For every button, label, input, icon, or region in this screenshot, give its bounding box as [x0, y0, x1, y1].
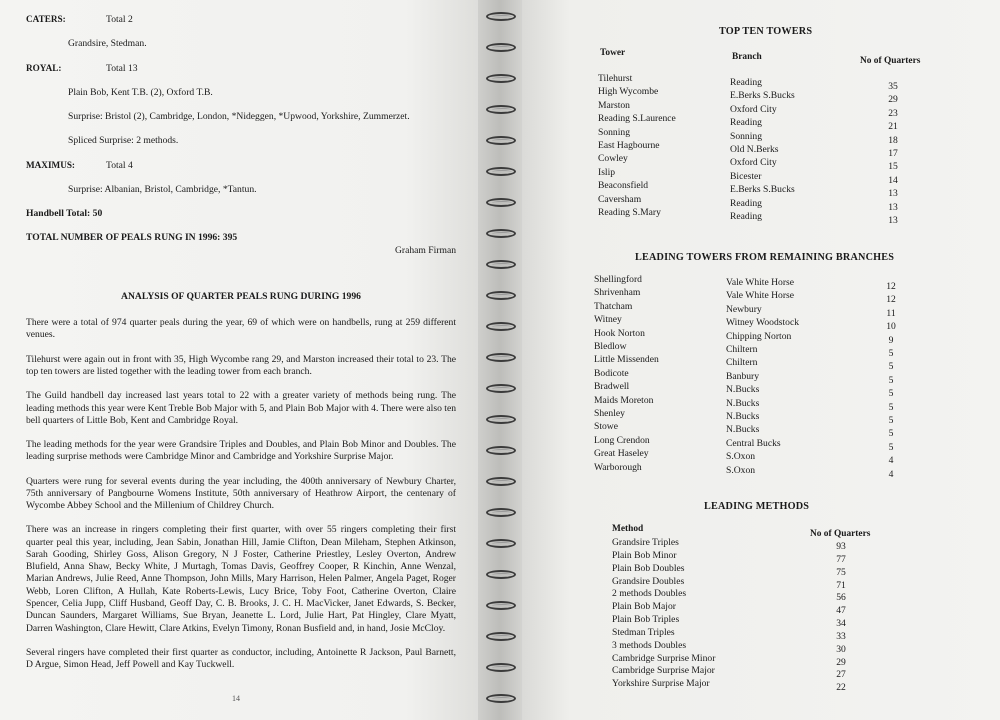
branch-name: N.Bucks: [726, 424, 760, 436]
maximus-row: [26, 160, 456, 172]
tower-name: Marston: [598, 99, 630, 111]
section-label: MAXIMUS:: [26, 159, 75, 170]
branch-name: E.Berks S.Bucks: [730, 90, 795, 102]
quarter-count: 9: [888, 334, 894, 346]
branch-name: N.Bucks: [726, 384, 760, 396]
paragraph: The leading methods for the year were Grandsire Triples and Doubles, and Plain Bob Minor and Doubles. The leading surprise methods were Cambridge Minor and Cambridge and Yorkshire Surprise Major.: [26, 439, 456, 463]
method-name: Cambridge Surprise Minor: [612, 652, 716, 664]
quarter-count: 30: [836, 643, 846, 655]
quarter-count: 4: [888, 468, 894, 480]
method-name: Yorkshire Surprise Major: [612, 678, 710, 690]
quarter-count: 5: [888, 361, 894, 373]
method-name: Plain Bob Minor: [612, 549, 677, 561]
tower-name: Long Crendon: [594, 434, 650, 446]
handbell-total: Handbell Total: 50: [26, 208, 103, 220]
branch-name: Bicester: [730, 170, 762, 182]
tower-name: Reading S.Laurence: [598, 113, 676, 125]
quarter-count: 10: [886, 321, 896, 333]
quarter-count: 77: [836, 553, 846, 565]
branch-name: Vale White Horse: [726, 277, 795, 288]
tower-name: Tilehurst: [598, 73, 633, 84]
branch-name: S.Oxon: [726, 464, 756, 476]
binding-coil: [486, 136, 516, 145]
method-counts: [826, 541, 856, 695]
page-number: 14: [232, 693, 240, 703]
branch-name: S.Oxon: [726, 451, 756, 463]
tower-name: Shrivenham: [594, 287, 641, 299]
quarter-count: 93: [836, 541, 846, 552]
paragraph: There were a total of 974 quarter peals during the year, 69 of which were on handbells, rung at 259 different venues.: [26, 317, 456, 341]
quarter-count: 18: [888, 134, 898, 146]
branch-name: Vale White Horse: [726, 290, 795, 302]
tower-name: Caversham: [598, 193, 642, 205]
quarter-count: 35: [888, 81, 898, 92]
tower-name: Warborough: [594, 461, 642, 473]
binding-coil: [486, 508, 516, 517]
tower-header: Tower: [600, 48, 626, 58]
tower-name: Shenley: [594, 408, 625, 420]
branch-name: N.Bucks: [726, 397, 760, 409]
quarter-count: 33: [836, 630, 846, 642]
quarter-count: 17: [888, 148, 898, 160]
tower-name: Bodicote: [594, 367, 629, 379]
quarter-count: 5: [888, 415, 894, 427]
branch-name: Reading: [730, 117, 762, 129]
leading-branches: [726, 276, 799, 477]
spiral-binding: [478, 0, 522, 720]
binding-coil: [486, 260, 516, 269]
tower-name: Bradwell: [594, 381, 630, 393]
branch-name: Oxford City: [730, 103, 777, 115]
paragraph: Tilehurst were again out in front with 35, High Wycombe rang 29, and Marston increased their total to 23. The top ten towers are listed together with the leading tower from each branch.: [26, 353, 456, 377]
tower-name: Islip: [598, 166, 616, 178]
section-total: Total 4: [106, 159, 133, 171]
leading-counts: [876, 280, 906, 481]
method-name: Stedman Triples: [612, 626, 675, 638]
section-label: ROYAL:: [26, 62, 62, 73]
paragraph: There was an increase in ringers completing their first quarter, with over 55 ringers completing their first quarter peal this year, including, Jean Sabin, Jonathan Hill, Jamie Clifton, Dean Mileham, Stephen Atkinson, Sarah Gooding, Shirley Goss, Alison Gregory, N J Foster, Catherine Priestley, Lesley Overton, Andrew Blufield, Anna Shaw, Becky White, J Murtagh, Tomas Davis, Geoffrey Cooper, R Kinchin, Anne Wenzal, Marian Andrews, Julie Reed, Anne Thompson, John Mills, Mary Harrison, Helen Palmer, Angela Paget, Roger Webb, Loren Clifton, A Hullah, Kate Roberts-Lewis, Lucy Brice, Toby Foot, Catherine Overton, Claire Spencer, Celia Jupp, Cliff Husband, Geoff Day, C. B. Brooks, J. C. H. MacVicker, Janet Edwards, S. Becker, Duncan Saunders, Margaret Williams, Sue Bryan, Jeanette L. Lord, Julie Hart, Pat Hingley, Clare Myatt, Darren Washington, Clare Hewitt, Clare Atkins, Evelyn Timony, Ronan Busfield and, in hand, Josie McCloy.: [26, 524, 456, 634]
tower-name: High Wycombe: [598, 86, 659, 98]
section-total: Total 2: [106, 14, 133, 25]
quarter-count: 29: [836, 656, 846, 668]
tower-name: Bledlow: [594, 341, 627, 353]
quarter-count: 27: [836, 669, 846, 681]
branch-header: Branch: [732, 52, 762, 62]
quarter-count: 12: [886, 294, 896, 306]
method-name: Grandsire Triples: [612, 537, 679, 548]
quarter-count: 21: [888, 121, 898, 133]
branch-name: Sonning: [730, 130, 762, 142]
method-name: Plain Bob Triples: [612, 614, 680, 626]
tower-name: Reading S.Mary: [598, 207, 661, 219]
leading-towers-title: LEADING TOWERS FROM REMAINING BRANCHES: [635, 252, 895, 263]
binding-coil: [486, 74, 516, 83]
binding-coil: [486, 291, 516, 300]
quarter-count: 5: [888, 401, 894, 413]
quarter-count: 56: [836, 592, 846, 604]
quarters-header: No of Quarters: [860, 56, 921, 66]
quarter-count: 14: [888, 174, 898, 186]
binding-coil: [486, 198, 516, 207]
binding-coil: [486, 43, 516, 52]
tower-name: East Hagbourne: [598, 140, 660, 152]
section-total: Total 13: [106, 62, 138, 74]
quarter-count: 23: [888, 107, 898, 119]
tower-name: Maids Moreton: [594, 394, 654, 406]
tower-name: Hook Norton: [594, 327, 645, 339]
method-quarters-header: No of Quarters: [810, 529, 871, 539]
method-name: 3 methods Doubles: [612, 639, 687, 651]
analysis-title: ANALYSIS OF QUARTER PEALS RUNG DURING 1996: [121, 290, 361, 302]
top-ten-counts: [878, 80, 908, 227]
signature: Graham Firman: [394, 244, 456, 256]
quarter-count: 75: [836, 566, 846, 578]
quarter-count: 29: [888, 94, 898, 106]
tower-name: Beaconsfield: [598, 180, 649, 192]
binding-coil: [486, 12, 516, 21]
branch-name: Banbury: [726, 370, 760, 382]
total-peals: TOTAL NUMBER OF PEALS RUNG IN 1996: 395: [26, 232, 238, 244]
left-page: [0, 0, 478, 720]
binding-coil: [486, 632, 516, 641]
section-line: Spliced Surprise: 2 methods.: [68, 135, 179, 147]
section-line: Plain Bob, Kent T.B. (2), Oxford T.B.: [68, 86, 213, 98]
branch-name: Chiltern: [726, 357, 758, 369]
quarter-count: 34: [836, 618, 846, 630]
right-page: [522, 0, 1000, 720]
branch-name: Chipping Norton: [726, 330, 792, 342]
quarter-count: 5: [888, 374, 894, 386]
quarter-count: 4: [888, 455, 894, 467]
quarter-count: 13: [888, 188, 898, 200]
branch-name: Old N.Berks: [730, 144, 779, 156]
branch-name: Reading: [730, 211, 762, 223]
leading-towers: [594, 273, 659, 474]
binding-coil: [486, 477, 516, 486]
quarter-count: 13: [888, 215, 898, 227]
quarter-count: 5: [888, 348, 894, 360]
branch-name: Newbury: [726, 303, 762, 315]
tower-name: Shellingford: [594, 274, 642, 285]
method-name: Plain Bob Doubles: [612, 562, 685, 574]
quarter-count: 22: [836, 682, 846, 694]
quarter-count: 71: [836, 579, 846, 591]
section-line: Grandsire, Stedman.: [68, 38, 147, 50]
royal-row: [26, 63, 456, 75]
section-line: Surprise: Albanian, Bristol, Cambridge, *Tantun.: [68, 183, 257, 195]
method-name: 2 methods Doubles: [612, 588, 687, 600]
method-header: Method: [612, 524, 644, 534]
tower-name: Great Haseley: [594, 448, 649, 460]
paragraph: Several ringers have completed their first quarter as conductor, including, Antoinette R Jackson, Paul Barnett, D Argue, Simon Head, Jeff Powell and Kay Tuckwell.: [26, 646, 456, 671]
quarter-count: 47: [836, 605, 846, 617]
binding-coil: [486, 663, 516, 672]
section-line: Surprise: Bristol (2), Cambridge, London, *Nideggen, *Upwood, Yorkshire, Zummerzet.: [68, 111, 410, 123]
binding-coil: [486, 167, 516, 176]
branch-name: Oxford City: [730, 157, 777, 169]
quarter-count: 15: [888, 161, 898, 173]
paragraph: Quarters were rung for several events during the year including, the 400th anniversary of Newbury Charter, 75th anniversary of Pangbourne Womens Institute, 50th anniversary of Heathrow Airport, the centenary of Wycombe Abbey School and the Millenium of Childrey Church.: [26, 475, 456, 512]
method-name: Grandsire Doubles: [612, 575, 685, 587]
quarter-count: 5: [888, 388, 894, 400]
quarter-count: 5: [888, 428, 894, 440]
quarter-count: 12: [886, 281, 896, 292]
caters-row: [26, 14, 456, 26]
branch-name: Reading: [730, 197, 762, 209]
branch-name: Central Bucks: [726, 437, 781, 449]
binding-coil: [486, 229, 516, 238]
paragraph: The Guild handbell day increased last years total to 22 with a greater variety of methods being rung. The leading methods this year were Kent Treble Bob Major with 5, and Plain Bob Major with 4. There were also ten bell quarters of Little Bob, Kent and Cambridge Royal.: [26, 390, 456, 426]
section-label: CATERS:: [26, 14, 66, 24]
binding-coil: [486, 539, 516, 548]
tower-name: Cowley: [598, 153, 628, 165]
binding-coil: [486, 105, 516, 114]
quarter-count: 11: [886, 307, 896, 319]
tower-name: Stowe: [594, 421, 618, 433]
branch-name: Chiltern: [726, 344, 758, 356]
binding-coil: [486, 353, 516, 362]
branch-name: E.Berks S.Bucks: [730, 184, 795, 196]
binding-coil: [486, 415, 516, 424]
method-name: Plain Bob Major: [612, 601, 676, 613]
branch-name: Reading: [730, 77, 762, 88]
top-ten-branches: [730, 76, 795, 223]
binding-coil: [486, 570, 516, 579]
leading-methods-title: LEADING METHODS: [704, 501, 810, 512]
binding-coil: [486, 694, 516, 703]
binding-coil: [486, 322, 516, 331]
binding-coil: [486, 446, 516, 455]
branch-name: N.Bucks: [726, 411, 760, 423]
methods: [612, 537, 715, 691]
tower-name: Witney: [594, 314, 622, 326]
tower-name: Little Missenden: [594, 354, 659, 366]
quarter-count: 13: [888, 201, 898, 213]
method-name: Cambridge Surprise Major: [612, 665, 715, 677]
binding-coil: [486, 384, 516, 393]
tower-name: Sonning: [598, 126, 630, 138]
quarter-count: 5: [888, 441, 894, 453]
tower-name: Thatcham: [594, 300, 633, 312]
top-ten-title: TOP TEN TOWERS: [719, 26, 813, 37]
top-ten-towers: [598, 72, 676, 219]
branch-name: Witney Woodstock: [726, 317, 800, 329]
binding-coil: [486, 601, 516, 610]
